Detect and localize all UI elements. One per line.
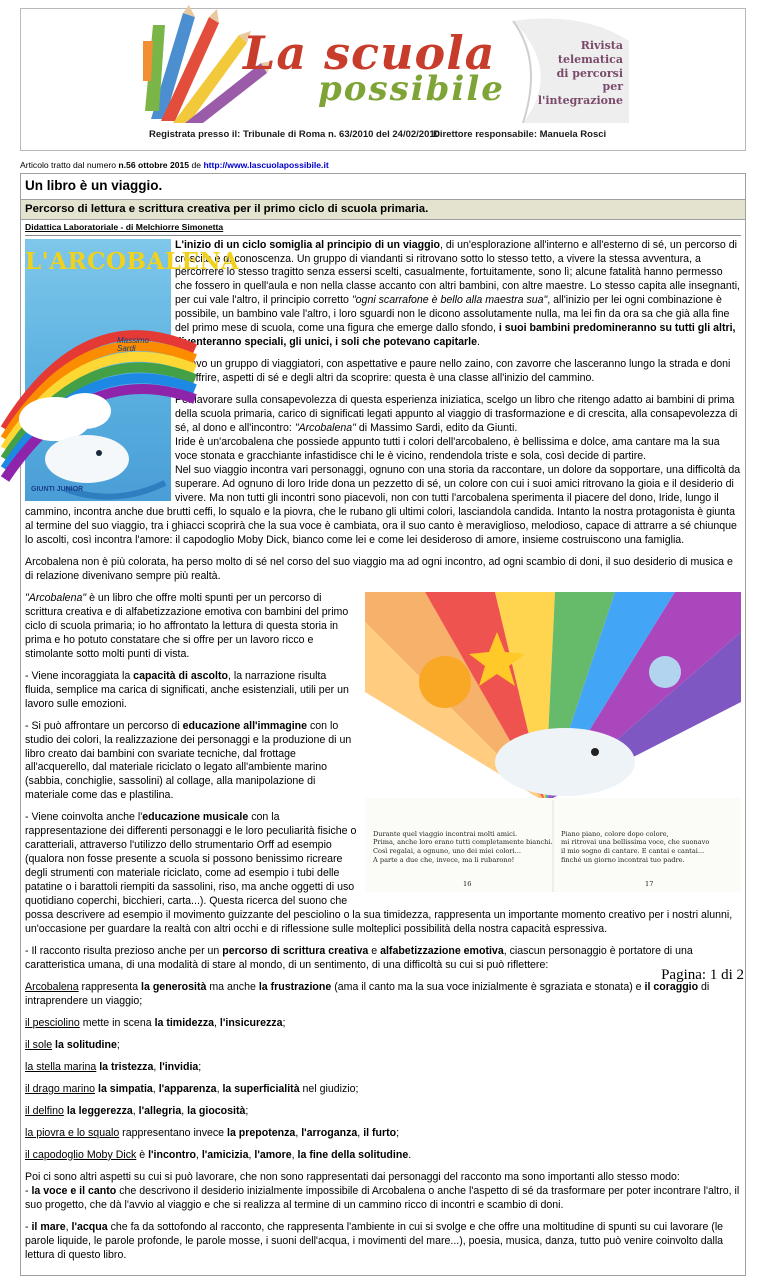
ascolto-bold: capacità di ascolto (133, 669, 228, 682)
trait: l'acqua (71, 1220, 108, 1233)
book-line-2: Iride è un'arcobalena che possiede appunto tutti i colori dell'arcobaleno, è bellissima e dolce, ama cantare ma la sua voce stonata e gracchiante infastidisce chi le è vicino, rendendola triste e sola, così decide di partire. (175, 436, 720, 463)
director-text: Direttore responsabile: Manuela Rosci (433, 129, 607, 140)
racconto-text-2: e (368, 945, 381, 958)
text: , (153, 1060, 160, 1073)
text: che descrivono il desiderio inizialmente impossibile di Arcobalena o anche l'aspetto di sé da trasformare per poter incontrare l'altro, il suo progetto, che dà l'avvio al viaggio e che si realizza al termine di un cammino ricco di incontri e scambio di doni. (25, 1184, 740, 1211)
offer-quote: "Arcobalena" (25, 591, 87, 604)
text: , (214, 1016, 220, 1029)
trait: il coraggio (644, 981, 699, 994)
trait: la prepotenza (227, 1126, 296, 1139)
character-drago-marino (25, 1083, 741, 1097)
immagine-text: - Si può affrontare un percorso di (25, 719, 183, 732)
character-stella-marina (25, 1061, 741, 1075)
character-name: il drago marino (25, 1082, 96, 1095)
cover-author (117, 337, 149, 355)
trait: la giocosità (187, 1104, 246, 1117)
logo-description-line: Rivista (580, 39, 623, 52)
trait: la fine della solitudine (297, 1148, 409, 1161)
banner-info-bar (143, 123, 629, 145)
rainbow-illustration (25, 239, 240, 501)
source-prefix: Articolo tratto dal numero (20, 160, 117, 170)
paragraph-racconto (25, 945, 741, 973)
immagine-text-2: con lo studio dei colori, la realizzazione dei personaggi e la produzione di un libro creato dai bambini con svariate tecniche, dal frottage all'acquerello, dal materiale riciclato o legato all'ambiente marino (sabbia, conchiglie, sassolini) al collage, alla manipolazione di materiale come das e plastilina. (25, 719, 352, 802)
racconto-bold: percorso di scrittura creativa (222, 945, 369, 958)
trait: la generosità (141, 981, 207, 994)
character-arcobalena (25, 981, 741, 1009)
text: , (152, 1082, 159, 1095)
intro-quote: "ogni scarrafone è bello alla maestra sua" (351, 294, 548, 307)
text: , (357, 1126, 364, 1139)
character-name: la stella marina (25, 1060, 97, 1073)
trait: la solitudine (55, 1038, 117, 1051)
article-body (21, 220, 745, 1274)
trait: la timidezza (154, 1016, 215, 1029)
paragraph-altri-aspetti (25, 1171, 741, 1213)
text: (ama il canto ma la sua voce inizialmente è sgraziata e stonata) e (331, 981, 645, 994)
character-name: il sole (25, 1038, 53, 1051)
trait: l'amore (254, 1148, 292, 1161)
logo-description-line: di percorsi (556, 66, 623, 80)
character-name: il capodoglio Moby Dick (25, 1148, 137, 1161)
caption-line: Durante quel viaggio incontrai molti amici. (373, 829, 518, 838)
text: rappresentano invece (119, 1126, 228, 1139)
cover-author-first: Massimo (117, 335, 150, 345)
book-illustration (365, 592, 741, 892)
text: che fa da sottofondo al racconto, che rappresenta l'ambiente in cui si svolge e che offre una moltitudine di spunti su cui lavorare (le parole liquide, le parole profonde, le parole mosse, i suoni dell'acqua, i movimenti del mare...), poesia, musica, danza, tutto può venire coinvolto dalla lettura di questo libro. (25, 1220, 724, 1261)
ascolto-text: - Viene incoraggiata la (25, 669, 134, 682)
caption-line: mi ritrovai una bellissima voce, che suonavo (561, 838, 710, 847)
caption-line: Piano piano, colore dopo colore, (561, 829, 669, 838)
paragraph-group: Dicevo un gruppo di viaggiatori, con aspettative e paure nello zaino, con zavorre che lasceranno lungo la strada e doni da offrire, aspetti di sé e degli altri da scoprire: questa è una classe all'inizio del cammino. (175, 358, 731, 385)
character-moby-dick (25, 1149, 741, 1163)
character-sole (25, 1039, 741, 1053)
illustration-page-right: 17 (645, 879, 654, 888)
text: di intraprendere un viaggio; (25, 981, 710, 1008)
trait: l'allegria (138, 1104, 182, 1117)
paragraph-arcobalena: Arcobalena non è più colorata, ha perso molto di sé nel corso del suo viaggio ma ad ogni incontro, ad ogni scambio di doni, il suo desiderio di musica e di relazione divenivano sempre più realtà. (25, 555, 733, 582)
character-name: Arcobalena (25, 981, 79, 994)
offer-text: è un libro che offre molti spunti per un percorso di scrittura creativa e di alfabetizzazione emotiva con bambini del primo ciclo di scuola primaria; io ho affrontato la lettura di questa storia in prima e ho potuto constatare che si offre per un lavoro ricco e stimolante sotto molti punti di vista. (25, 591, 349, 660)
trait: la voce e il canto (31, 1184, 117, 1197)
intro-bold: L'inizio di un ciclo somiglia al principio di un viaggio (175, 238, 441, 251)
musica-text-2: con la rappresentazione dei differenti personaggi e le loro peculiarità fisiche o caratteriali, attraverso l'utilizzo dello strumentario Orff ad esempio (qualora non fosse presente a scuola si possono benissimo ricreare degli strumenti con materiale riciclato, come ad esempio i tubi delle patatine o i barattoli riempiti da sassolini, riso, ma anche oggetti di uso quotidiano coperchi, bicchieri, carta...). Questa ricerca del suono che possa descrivere ad esempio il movimento guizzante del pesciolino o la sua timidezza, rappresenta un importante momento creativo per i nostri alunni, un'occasione per guardare la realtà con altri occhi e di riflessione sulle molteplici possibilità della nostra capacità espressiva. (25, 811, 733, 936)
registration-text: Registrata presso il: Tribunale di Roma n. 63/2010 del 24/02/2010 (149, 129, 440, 140)
musica-text: - Viene coinvolta anche l' (25, 811, 143, 824)
trait: l'insicurezza (219, 1016, 283, 1029)
character-piovra-squalo (25, 1127, 741, 1141)
intro-end: . (477, 336, 480, 349)
character-delfino (25, 1105, 741, 1119)
illustration-caption-right (561, 830, 709, 864)
source-link[interactable]: http://www.lascuolapossibile.it (203, 160, 329, 170)
altri-text: Poi ci sono altri aspetti su cui si può lavorare, che non sono rappresentati dai personaggi del racconto ma sono importanti allo stesso modo: (25, 1170, 680, 1183)
caption-line: il mio sogno di cantare. E cantai e cantai... (561, 846, 705, 855)
logo-title: La scuola (243, 26, 496, 80)
character-pesciolino (25, 1017, 741, 1031)
article-content (20, 160, 746, 1276)
cover-title: L'ARCOBALENA (25, 247, 240, 275)
cover-publisher: GIUNTI JUNIOR (31, 486, 84, 494)
book-line-3: Nel suo viaggio incontra vari personaggi, ognuno con una storia da raccontare, un dolore da sopportare, una difficoltà da superare. Ad ognuno di loro Iride dona un pezzetto di sé, un colore con cui i suoi amici ritrovano la gioia e il desiderio di vivere. Ma non tutti gli incontri sono piacevoli, non con tutti l'arcobalena sperimenta il piacere del dono, Iride, lungo il cammino, incontra anche due brutti ceffi, lo squalo e la piovra, che le rubano gli ultimi colori, lasciandola candida. Intanto la nostra protagonista è giunta al termine del suo viaggio, tra i ghiacci scoprirà che la sua voce è cambiata, ora il suo canto è meraviglioso, melodioso, capace di attrarre a sé chiunque lo ascolti, così incontra l'amore: il capodoglio Moby Dick, bianco come lei e come lei desideroso di amore, insieme costruiscono una famiglia. (25, 464, 741, 546)
text: , (216, 1082, 223, 1095)
text: - (25, 1220, 32, 1233)
character-name: il delfino (25, 1104, 64, 1117)
text: ; (245, 1104, 249, 1117)
text: rappresenta (78, 981, 142, 994)
text: , (132, 1104, 139, 1117)
header-banner-frame (20, 8, 746, 151)
text: ; (198, 1060, 202, 1073)
text: ; (396, 1126, 400, 1139)
text: è (136, 1148, 149, 1161)
caption-line: Così regalai, a ognuno, uno dei miei colori... (373, 846, 521, 855)
racconto-bold-2: alfabetizzazione emotiva (380, 945, 504, 958)
source-middle: de (191, 160, 202, 170)
intro-bold-2: i suoi bambini predomineranno su tutti gli altri, diventeranno speciali, gli unici, i soli che potevano capitarle (175, 322, 736, 349)
trait: l'amicizia (201, 1148, 249, 1161)
book-quote: "Arcobalena" (294, 422, 356, 435)
immagine-bold: educazione all'immagine (182, 719, 308, 732)
text: , (248, 1148, 255, 1161)
logo-description (523, 39, 623, 108)
article-title: Un libro è un viaggio. (21, 174, 745, 200)
book-cover-image (25, 239, 240, 501)
text: , (295, 1126, 302, 1139)
racconto-text-3: , ciascun personaggio è portatore di una caratteristica umana, di una modalità di stare al mondo, di un sentimento, di una difficoltà su cui si può riflettere: (25, 945, 693, 972)
text: . (408, 1148, 412, 1161)
caption-line: finché un giorno incontrai tuo padre. (561, 855, 685, 864)
trait: la leggerezza (66, 1104, 133, 1117)
trait: la simpatia (98, 1082, 153, 1095)
text: , (291, 1148, 298, 1161)
trait: la frustrazione (258, 981, 332, 994)
cover-author-last: Sardi (117, 344, 136, 354)
trait: l'apparenza (158, 1082, 217, 1095)
book-text-2: di Massimo Sardi, edito da Giunti. (355, 422, 518, 435)
illustration-caption-left (373, 830, 553, 864)
character-name: il pesciolino (25, 1016, 80, 1029)
text: - (25, 1184, 32, 1197)
intro-text-2: , all'inizio per lei ogni combinazione è possibile, un bambino vale l'altro, i loro sguardi non le dicono assolutamente nulla, ma lei fin da ora sa che già alla fine del primo mese di scuola, come una figura che emerge dallo sfondo, (175, 294, 730, 335)
trait: il furto (363, 1126, 397, 1139)
racconto-text: - Il racconto risulta prezioso anche per un (25, 945, 223, 958)
intro-text: , di un'esplorazione all'interno e all'esterno di sé, un percorso di crescita e di conoscenza. Un gruppo di viandanti si ritrovano sotto lo stesso tetto, a vivere la stessa avventura, a percorrere lo stesso tragitto senza essersi scelti, casualmente, fortuitamente, sono lì; alcune fatalità hanno permesso che fossero in quell'aula e non nella classe accanto con altri bambini, con altre maestre. Lo stesso capita alle insegnanti, per cui vale l'altro, il principio corretto (175, 238, 740, 307)
paragraph-mare (25, 1221, 741, 1263)
trait: il mare (31, 1220, 66, 1233)
trait: l'arroganza (301, 1126, 358, 1139)
ascolto-text-2: , la narrazione risulta fluida, semplice ma carica di significati, anche esistenziali, utili per un lavoro sulle emozioni. (25, 669, 349, 710)
text: ma anche (206, 981, 259, 994)
article-source (20, 160, 746, 171)
text: mette in scena (79, 1016, 155, 1029)
text: , (195, 1148, 202, 1161)
trait: l'incontro (148, 1148, 196, 1161)
trait: la tristezza (99, 1060, 154, 1073)
logo-subtitle: possibile (318, 69, 505, 109)
source-issue: n.56 ottobre 2015 (118, 160, 190, 170)
trait: l'invidia (159, 1060, 199, 1073)
text: ; (116, 1038, 120, 1051)
text: , (65, 1220, 72, 1233)
article-subtitle: Percorso di lettura e scrittura creativa per il primo ciclo di scuola primaria. (21, 200, 745, 220)
musica-bold: educazione musicale (142, 811, 249, 824)
trait: la superficialità (222, 1082, 300, 1095)
header-banner (143, 11, 629, 145)
page-number: Pagina: 1 di 2 (661, 967, 744, 983)
character-name: la piovra e lo squalo (25, 1126, 120, 1139)
text: , (181, 1104, 188, 1117)
article-section: Didattica Laboratoriale - di Melchiorre Simonetta (25, 222, 741, 235)
logo-description-line: telematica (557, 52, 623, 66)
text: nel giudizio; (299, 1082, 359, 1095)
logo-description-line: per l'integrazione (537, 80, 623, 107)
caption-line: A parte a due che, invece, ma li rubarono! (373, 855, 515, 864)
caption-line: Prima, anche loro erano tutti completamente bianchi. (373, 838, 553, 847)
text: ; (282, 1016, 286, 1029)
book-text: Per lavorare sulla consapevolezza di questa esperienza iniziatica, scelgo un libro che ritengo adatto ai bambini di prima della scuola primaria, carico di significati legati appunto al viaggio di trasformazione e di crescita, alla consapevolezza di sé, al dono e all'incontro: (175, 394, 738, 435)
illustration-page-left: 16 (463, 879, 472, 888)
article-box (20, 173, 746, 1275)
